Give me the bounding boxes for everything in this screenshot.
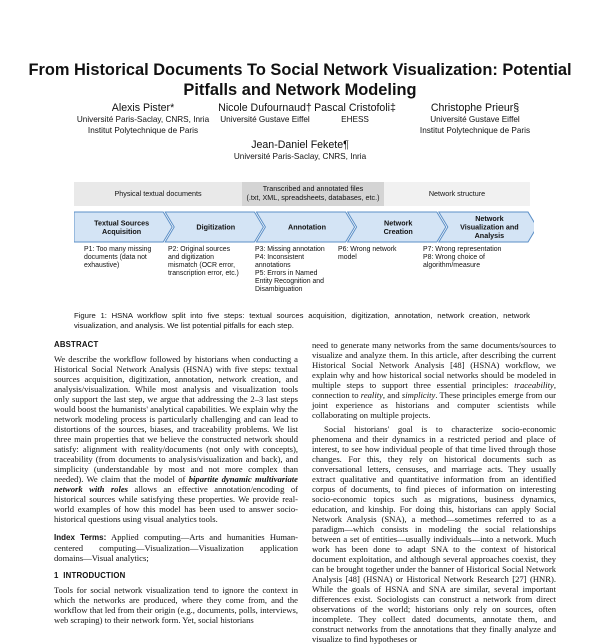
pitfall-line: P5: Errors in Named <box>255 269 318 277</box>
pitfall-line: algorithm/measure <box>423 261 481 269</box>
pitfall-line: and digitization <box>168 253 214 261</box>
author-affiliation: Institut Polytechnique de Paris <box>419 125 531 135</box>
author-1 <box>68 102 218 136</box>
abstract-heading: ABSTRACT <box>54 340 99 349</box>
pitfall-line: P6: Wrong network <box>338 246 397 253</box>
pitfall-line: P1: Too many missing <box>84 246 152 253</box>
text-run: , and <box>382 390 400 400</box>
section-number: 1 <box>54 571 59 580</box>
author-name: Jean-Daniel Fekete¶ <box>251 139 349 151</box>
workflow-step-label: Textual Sources <box>94 218 150 228</box>
workflow-steps <box>74 210 534 244</box>
figure-band-network-structure <box>384 182 530 206</box>
pitfall-line: P7: Wrong representation <box>423 246 502 253</box>
pitfalls-step-2 <box>168 246 256 278</box>
pitfalls-step-1 <box>84 246 164 270</box>
section-title: INTRODUCTION <box>63 571 126 580</box>
pitfall-line: transcription error, etc.) <box>168 269 239 277</box>
abstract-body-end: allows an effective annotation/encoding of historical sources while satisfying these properties. We provide real-world examples of how this model has been used to answer socio-historical questions using visual analytics tools. <box>54 484 298 524</box>
author-affiliation: Université Gustave Eiffel <box>220 115 310 124</box>
pitfall-line: annotations <box>255 261 291 269</box>
band-label: (.txt, XML, spreadsheets, databases, etc.) <box>246 193 380 202</box>
text-emphasis: reality <box>360 390 383 400</box>
right-paragraph-2: Social historians' goal is to characterize socio-economic phenomena and their dynamics in a restricted period and place of interest, to see how individual people of that time lived through those changes. For this, they rely on historical documents such as conversational letters, censuses, and marriage acts. They usually extract qualitative and quantitative information from an identified corpus of documents, to find pieces of information on interesting socio-economic topics such as migrations, business dynamics, education, and kinship. For doing this, historians can apply Social Network Analysis (SNA), a method—sometimes referred to as a paradigm—which consists in modeling the social relationships between a set of entities—usually individuals—into a network. Much work has been done to adapt SNA to the context of historical document exploitation, and although several approaches coexist, they can be brought together under the banner of Historical Social Network Analysis [48] (HSNA) or Historical Network Research [27] (HNR). While the goals of HSNA and SNA are similar, several important differences exist. Sociologists can construct a network from direct observations of the world; historians only rely on sources, often incomplete. They collect dated documents, annotate them, and construct networks from the annotations that they finally analyze and visualize to find hypotheses or <box>312 424 556 644</box>
index-terms <box>54 532 298 563</box>
author-affiliation: Université Gustave Eiffel <box>430 115 520 124</box>
figure-band-physical-documents <box>74 182 242 206</box>
author-name: Nicole Dufournaud† <box>218 102 312 114</box>
index-terms-text: Applied computing—Arts and humanities Human-centered computing—Visualization—Visualization application domains—Visual analytics; <box>54 532 298 563</box>
pitfall-line: model <box>338 253 357 261</box>
author-5 <box>225 139 375 163</box>
text-run: need to generate many networks from the same documents/sources to visualize and analyze them. In this article, after describing the current Historical Social Network Analysis [48] (HSNA) workflow, we explain why and how historical social networks should be modeled in multiple steps to support three essential principles: <box>312 340 556 390</box>
pitfall-line: P3: Missing annotation <box>255 246 325 253</box>
pitfalls-step-3 <box>255 246 339 293</box>
left-column <box>54 340 298 625</box>
text-run: . These principles emerge from our joint experience as historians and computer scientists while collaborating on multiple projects. <box>312 390 556 420</box>
author-affiliation: Université Paris-Saclay, CNRS, Inria <box>233 152 367 161</box>
pitfalls-step-5 <box>423 246 527 270</box>
section-heading-introduction <box>54 571 298 581</box>
author-affiliation: Institut Polytechnique de Paris <box>87 125 199 135</box>
workflow-step-label: Digitization <box>196 222 236 232</box>
text-run: , connection to <box>312 380 556 400</box>
workflow-step-label: Visualization and <box>460 222 519 232</box>
workflow-step-label: Creation <box>383 226 413 236</box>
right-paragraph-1 <box>312 340 556 420</box>
workflow-step-label: Acquisition <box>102 226 142 236</box>
pitfall-line: documents (data not <box>84 253 147 261</box>
intro-paragraph: Tools for social network visualization tend to ignore the context in which the networks are produced, where they come from, and the workflow that led from their origin (e.g., documents, polls, interviews, web scraping) to their network form. Yet, social historians <box>54 585 298 625</box>
paper-title: From Historical Documents To Social Network Visualization: Potential Pitfalls and Network Modeling <box>28 61 572 99</box>
pitfall-line: P8: Wrong choice of <box>423 253 485 261</box>
pitfall-line: exhaustive) <box>84 261 120 269</box>
band-label: Transcribed and annotated files <box>262 184 364 194</box>
author-4 <box>405 102 545 136</box>
workflow-step-label: Network <box>475 214 504 224</box>
abstract-emphasis: bipartite dynamic multivariate network with roles <box>54 474 298 494</box>
index-terms-label: Index Terms: <box>54 533 107 542</box>
author-name: Alexis Pister* <box>111 102 175 114</box>
pitfall-line: mismatch (OCR error, <box>168 261 235 269</box>
author-affiliation: EHESS <box>341 115 369 124</box>
workflow-step-label: Annotation <box>288 222 326 232</box>
workflow-step-label: Analysis <box>474 231 505 240</box>
band-label: Physical textual documents <box>114 188 202 198</box>
figure-band-transcribed-files <box>242 182 384 206</box>
author-name: Christophe Prieur§ <box>430 102 520 114</box>
abstract-body: We describe the workflow followed by historians when conducting a Historical Social Network Analysis (HSNA) with five steps: textual sources acquisition, digitization, annotation, network creation, and analysis/visualization. While most analysis and visualization tools only support the last step, we argue that addressing the 2–3 last steps would boost the humanists' analytical capabilities. We explain why the network modeling process is particularly challenging and can lead to distortions of the sources, biases, and traceability problems. We list three main properties that we believe the constructed network should satisfy: alignment with reality/documents (not only with concepts), traceability (from documents to analysis/visualization and back), and simplicity (understandable by most and not more complex than needed). We claim that the model of <box>54 354 298 484</box>
text-emphasis: simplicity <box>401 390 436 400</box>
text-emphasis: traceability <box>514 380 554 390</box>
abstract-text <box>54 354 298 524</box>
pitfall-line: Disambiguation <box>255 285 303 293</box>
author-name: Pascal Cristofoli‡ <box>314 102 396 114</box>
pitfall-line: Entity Recognition and <box>255 277 324 285</box>
workflow-step-label: Network <box>384 218 413 228</box>
pitfalls-step-4 <box>338 246 414 262</box>
pitfall-line: P4: Inconsistent <box>255 253 305 261</box>
author-3 <box>305 102 405 126</box>
author-affiliation: Université Paris-Saclay, CNRS, Inria <box>76 115 210 124</box>
band-label: Network structure <box>428 188 486 198</box>
right-column <box>312 340 556 644</box>
pitfall-line: P2: Original sources <box>168 246 231 253</box>
figure-caption: Figure 1: HSNA workflow split into five steps: textual sources acquisition, digitization, annotation, network creation, network visualization, and analysis. We list potential pitfalls for each step. <box>74 311 530 330</box>
